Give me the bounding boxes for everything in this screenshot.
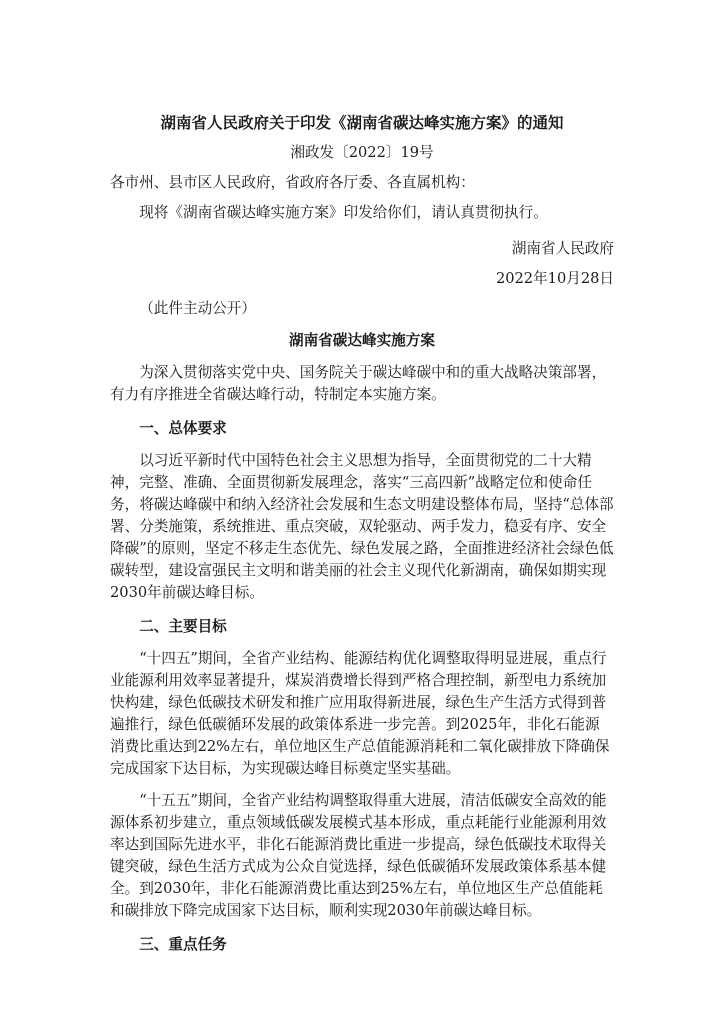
notice-body: 现将《湖南省碳达峰实施方案》印发给你们，请认真贯彻执行。 [139,204,548,221]
plan-title: 湖南省碳达峰实施方案 [289,332,435,349]
notice-title: 湖南省人民政府关于印发《湖南省碳达峰实施方案》的通知 [160,113,564,132]
notice-date: 2022年10月28日 [495,270,614,287]
section-paragraph: 以习近平新时代中国特色社会主义思想为指导，全面贯彻党的二十大精神，完整、准确、全面贯彻新发展理念，落实“三高四新”战略定位和使命任务，将碳达峰碳中和纳入经济社会发展和生态文明建设整体布局，坚持“总体部署、分类施策，系统推进、重点突破，双轮驱动、两手发力，稳妥有序、安全降碳”的原则，坚定不移走生态优先、绿色发展之路，全面推进经济社会绿色低碳转型，建设富强民主文明和谐美丽的社会主义现代化新湖南，确保如期实现2030年前碳达峰目标。 [110,452,614,601]
plan-intro: 为深入贯彻落实党中央、国务院关于碳达峰碳中和的重大战略决策部署，有力有序推进全省碳达峰行动，特制定本实施方案。 [110,364,607,403]
section-paragraph: “十五五”期间，全省产业结构调整取得重大进展，清洁低碳安全高效的能源体系初步建立，重点领域低碳发展模式基本形成，重点耗能行业能源利用效率达到国际先进水平，非化石能源消费比重进一步提高，绿色低碳技术取得关键突破，绿色生活方式成为公众自觉选择，绿色低碳循环发展政策体系基本健全。到2030年，非化石能源消费比重达到25%左右，单位地区生产总值能耗和碳排放下降完成国家下达目标，顺利实现2030年前碳达峰目标。 [110,792,607,919]
section-heading-key-tasks: 三、重点任务 [139,936,227,953]
section-heading-general-requirements: 一、总体要求 [139,420,227,437]
notice-addressee: 各市州、县市区人民政府，省政府各厅委、各直属机构： [110,174,475,191]
notice-signer: 湖南省人民政府 [511,240,614,257]
section-paragraph: “十四五”期间，全省产业结构、能源结构优化调整取得明显进展，重点行业能源利用效率显著提升，煤炭消费增长得到严格合理控制，新型电力系统加快构建，绿色低碳技术研发和推广应用取得新进展，绿色生产生活方式得到普遍推行，绿色低碳循环发展的政策体系进一步完善。到2025年，非化石能源消费比重达到22%左右，单位地区生产总值能源消耗和二氧化碳排放下降确保完成国家下达目标，为实现碳达峰目标奠定坚实基础。 [110,650,610,777]
section-heading-main-targets: 二、主要目标 [139,618,227,635]
document-number: 湘政发〔2022〕19号 [290,144,434,161]
public-disclosure-note: （此件主动公开） [139,300,256,317]
